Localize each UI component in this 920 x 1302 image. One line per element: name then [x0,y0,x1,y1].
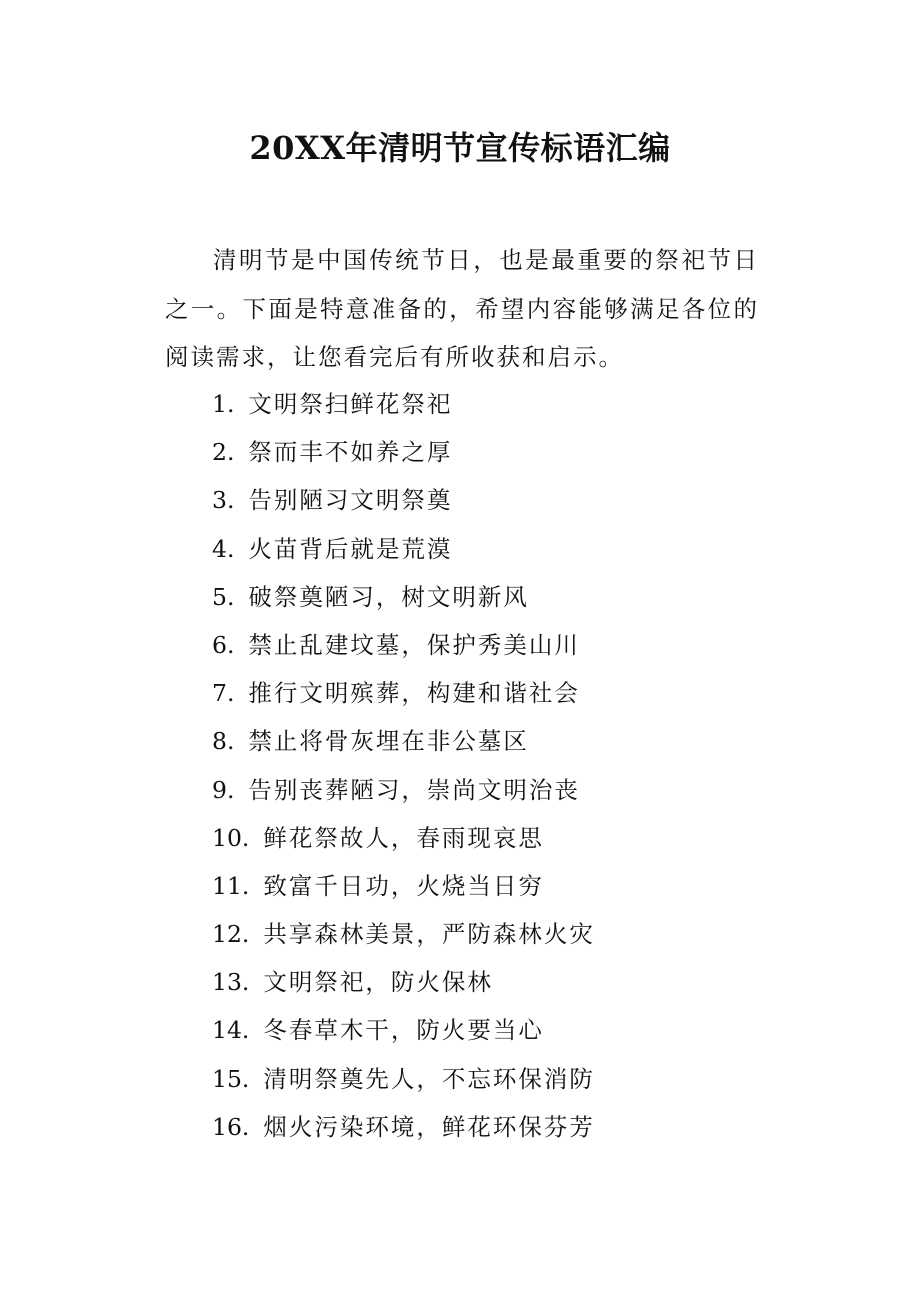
slogan-list [212,380,772,1151]
slogan-text: 禁止乱建坟墓，保护秀美山川 [248,630,580,659]
slogan-item [212,621,772,669]
slogan-number: 9. [212,775,235,804]
intro-paragraph: 清明节是中国传统节日，也是最重要的祭祀节日之一。下面是特意准备的，希望内容能够满足各位的阅读需求，让您看完后有所收获和启示。 [165,246,759,371]
slogan-text: 鲜花祭故人，春雨现哀思 [263,823,544,852]
slogan-item [212,428,772,476]
slogan-item [212,910,772,958]
slogan-text: 致富千日功，火烧当日穷 [263,871,544,900]
slogan-number: 15. [212,1064,250,1093]
slogan-number: 4. [212,534,235,563]
slogan-item [212,862,772,910]
slogan-number: 12. [212,920,250,949]
slogan-item [212,1103,772,1151]
slogan-item [212,573,772,621]
slogan-text: 文明祭祀，防火保林 [263,968,493,997]
slogan-text: 火苗背后就是荒漠 [248,534,453,563]
slogan-text: 祭而丰不如养之厚 [248,438,453,467]
slogan-number: 10. [212,823,250,852]
slogan-item [212,1055,772,1103]
slogan-item [212,476,772,524]
slogan-number: 14. [212,1016,250,1045]
slogan-item [212,525,772,573]
slogan-text: 告别陋习文明祭奠 [248,486,453,515]
slogan-number: 2. [212,438,235,467]
slogan-number: 7. [212,679,235,708]
slogan-number: 13. [212,968,250,997]
slogan-number: 3. [212,486,235,515]
slogan-item [212,717,772,765]
slogan-text: 推行文明殡葬，构建和谐社会 [248,679,580,708]
slogan-text: 禁止将骨灰埋在非公墓区 [248,727,529,756]
slogan-text: 清明祭奠先人，不忘环保消防 [263,1064,595,1093]
document-title: 20XX年清明节宣传标语汇编 [249,129,671,167]
slogan-item [212,958,772,1006]
slogan-number: 16. [212,1112,250,1141]
slogan-item [212,380,772,428]
slogan-item [212,669,772,717]
slogan-text: 烟火污染环境，鲜花环保芬芳 [263,1112,595,1141]
slogan-item [212,814,772,862]
slogan-text: 告别丧葬陋习，崇尚文明治丧 [248,775,580,804]
slogan-text: 冬春草木干，防火要当心 [263,1016,544,1045]
slogan-item [212,766,772,814]
slogan-text: 破祭奠陋习，树文明新风 [248,582,529,611]
slogan-text: 文明祭扫鲜花祭祀 [248,390,453,418]
slogan-number: 8. [212,727,235,756]
slogan-item [212,1006,772,1054]
slogan-number: 6. [212,630,235,659]
slogan-number: 11. [212,871,250,900]
slogan-number: 1. [212,390,235,418]
slogan-number: 5. [212,582,235,611]
slogan-text: 共享森林美景，严防森林火灾 [263,920,595,949]
